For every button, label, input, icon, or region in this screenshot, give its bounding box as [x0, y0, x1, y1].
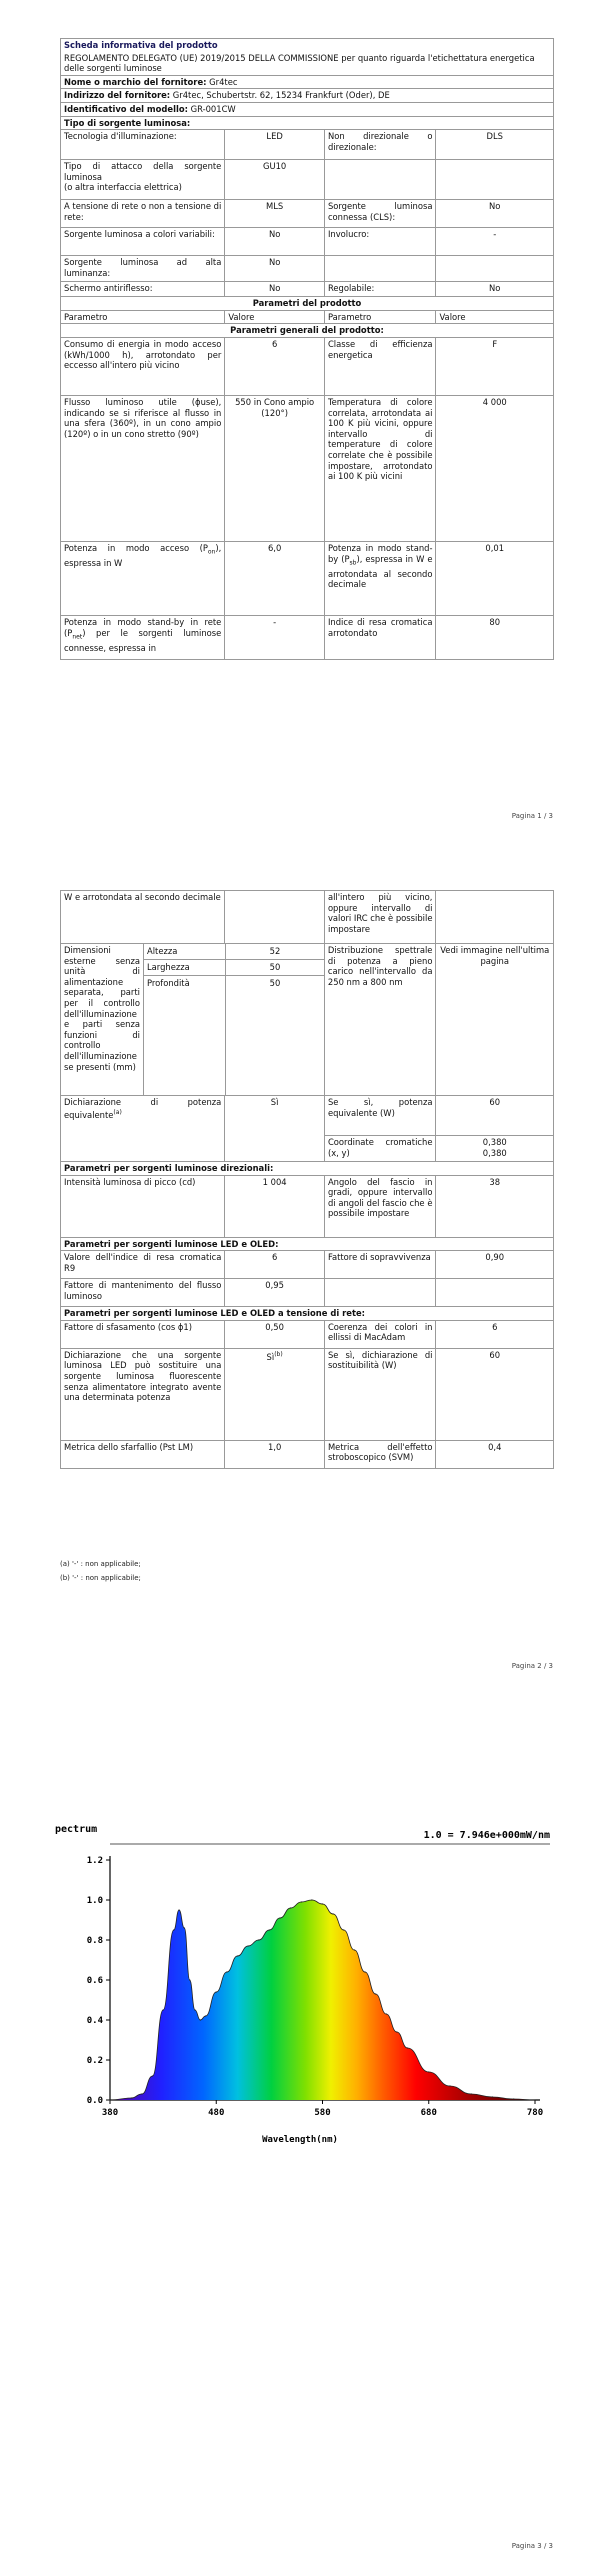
data-point — [226, 1971, 227, 1972]
data-point — [200, 2019, 201, 2020]
data-point — [194, 2009, 195, 2010]
data-point — [173, 1929, 174, 1930]
source-type-heading: Tipo di sorgente luminosa: — [64, 117, 191, 128]
page-number: Pagina 1 / 3 — [511, 812, 553, 820]
data-point — [248, 1945, 249, 1946]
data-point — [141, 2093, 142, 2094]
data-point — [311, 1899, 312, 1900]
page-3 — [0, 1680, 603, 2560]
data-point — [163, 2009, 164, 2010]
y-tick-label: 0.2 — [86, 2056, 103, 2066]
data-point — [513, 2098, 514, 2099]
data-point — [189, 1979, 190, 1980]
chart-title: pectrum — [55, 1824, 98, 1835]
data-point — [407, 2047, 408, 2048]
x-tick-label: 480 — [208, 2108, 225, 2118]
dim-depth: Profondità 50 — [144, 976, 324, 1095]
table-row: A tensione di rete o non a tensione di rete: MLS Sorgente luminosa connessa (CLS): No — [61, 199, 553, 227]
data-point — [109, 2099, 110, 2100]
x-tick-label: 380 — [101, 2108, 119, 2118]
data-point — [534, 2099, 535, 2100]
table-row: Sorgente luminosa ad alta luminanza: No — [61, 255, 553, 281]
table-row: Schermo antiriflesso: No Regolabile: No — [61, 281, 553, 296]
data-point — [279, 1917, 280, 1918]
table-row: Dichiarazione che una sorgente luminosa LED può sostituire una sorgente luminosa fluorescente senza alimentatore integrato avente una determinata potenza $Sì^{(b)}$ Se sì, dichiarazione di sostituibilità (W) 60 — [61, 1348, 553, 1440]
page-number: Pagina 2 / 3 — [511, 1662, 553, 1670]
table-header: Parametro Valore Parametro Valore — [61, 310, 553, 324]
table-row: Fattore di mantenimento del flusso luminoso 0,95 — [61, 1278, 553, 1306]
table-row: Potenza in modo acceso $(P_{on})$, espressa in W 6,0 Potenza in modo stand-by $(P_{sb})$, espressa in W e arrotondata al secondo decimale 0,01 — [61, 541, 553, 615]
y-tick-label: 0.4 — [86, 2016, 103, 2026]
spectrum-svg — [55, 1820, 555, 2150]
product-info-table — [60, 38, 554, 660]
footnote-b: (b) '-' : non applicabile; — [60, 1574, 141, 1582]
footnote-a: (a) '-' : non applicabile; — [60, 1560, 141, 1568]
params-heading: Parametri del prodotto — [252, 298, 362, 309]
table-row: Valore dell'indice di resa cromatica R9 6 Fattore di sopravvivenza 0,90 — [61, 1250, 553, 1278]
mains-heading: Parametri per sorgenti luminose LED e OLED a tensione di rete: — [64, 1308, 365, 1319]
table-row: Flusso luminoso utile (ϕuse), indicando se si riferisce al flusso in una sfera (360º), in un cono ampio (120º) o in un cono stretto (90º) 550 in Cono ampio (120°) Temperatura di colore correlata, arrotondata ai 100 K più vicini, oppure intervallo di temperature di colore correlate che è possibile impostare, arrotondato ai 100 K più vicini 4 000 — [61, 395, 553, 541]
table-row: Intensità luminosa di picco (cd) 1 004 Angolo del fascio in gradi, oppure intervallo di angoli del fascio che è possibile impostare 38 — [61, 1175, 553, 1237]
page-2 — [0, 820, 603, 1680]
dim-width: Larghezza 50 — [144, 960, 324, 976]
data-point — [237, 1955, 238, 1956]
table-row: Metrica dello sfarfallio (Pst LM) 1,0 Metrica dell'effetto stroboscopico (SVM) 0,4 — [61, 1440, 553, 1468]
data-point — [131, 2097, 132, 2098]
data-point — [333, 1913, 334, 1914]
data-point — [301, 1901, 302, 1902]
regulation-text: REGOLAMENTO DELEGATO (UE) 2019/2015 DELLA COMMISSIONE per quanto riguarda l'etichettatura energetica delle sorgenti luminose — [64, 52, 535, 74]
data-point — [152, 2075, 153, 2076]
data-point — [269, 1929, 270, 1930]
general-heading: Parametri generali del prodotto: — [230, 325, 384, 336]
data-point — [216, 1991, 217, 1992]
table-row: Tecnologia d'illuminazione: LED Non direzionale o direzionale: DLS — [61, 129, 553, 159]
table-row: Potenza in modo stand-by in rete $(P_{net})$ per le sorgenti luminose connesse, espressa in - Indice di resa cromatica arrotondato 80 — [61, 615, 553, 659]
data-point — [354, 1949, 355, 1950]
supplier-row: Nome o marchio del fornitore: Gr4tec — [64, 76, 238, 87]
data-point — [322, 1903, 323, 1904]
x-tick-label: 580 — [314, 2108, 331, 2118]
y-tick-label: 0.8 — [86, 1936, 103, 1946]
x-axis — [102, 2100, 543, 2118]
x-axis-label: Wavelength(nm) — [262, 2135, 338, 2145]
data-point — [178, 1909, 179, 1910]
page-title: Scheda informativa del prodotto — [64, 40, 218, 50]
model-row: Identificativo del modello: GR-001CW — [64, 103, 236, 114]
y-axis — [87, 1856, 110, 2106]
y-tick-label: 1.0 — [86, 1896, 103, 1906]
table-row: Dichiarazione di potenza equivalente$^{(a)}$ Sì Se sì, potenza equivalente (W) 60 — [61, 1095, 553, 1135]
led-heading: Parametri per sorgenti luminose LED e OLED: — [64, 1238, 279, 1249]
address-row: Indirizzo del fornitore: Gr4tec, Schubertstr. 62, 15234 Frankfurt (Oder), DE — [64, 90, 390, 101]
data-point — [375, 1993, 376, 1994]
data-point — [343, 1929, 344, 1930]
y-tick-label: 0.0 — [86, 2096, 103, 2106]
dim-height: Altezza 52 — [144, 944, 324, 960]
x-tick-label: 780 — [526, 2108, 544, 2118]
spectrum-chart — [55, 1820, 555, 2150]
data-point — [258, 1939, 259, 1940]
data-point — [471, 2093, 472, 2094]
data-point — [205, 2015, 206, 2016]
page-1 — [0, 0, 603, 820]
data-point — [184, 1927, 185, 1928]
table-row: Consumo di energia in modo acceso (kWh/1000 h), arrotondato per eccesso all'intero più vicino 6 Classe di efficienza energetica F — [61, 337, 553, 395]
table-row: Coordinate cromatiche (x, y) 0,380 0,380 — [61, 1135, 553, 1161]
table-row: Tipo di attacco della sorgente luminosa (o altra interfaccia elettrica) GU10 — [61, 159, 553, 199]
data-point — [428, 2071, 429, 2072]
product-info-table-continued — [60, 890, 554, 1469]
directional-heading: Parametri per sorgenti luminose direzionali: — [64, 1163, 274, 1173]
y-tick-label: 1.2 — [86, 1856, 103, 1866]
data-point — [449, 2085, 450, 2086]
table-row: W e arrotondata al secondo decimale all'intero più vicino, oppure intervallo di valori IRC che è possibile impostare — [61, 891, 553, 943]
y-tick-label: 0.6 — [86, 1976, 103, 1986]
data-point — [386, 2013, 387, 2014]
data-point — [364, 1971, 365, 1972]
table-row: Fattore di sfasamento (cos ϕ1) 0,50 Coerenza dei colori in ellissi di MacAdam 6 — [61, 1320, 553, 1348]
x-tick-label: 680 — [420, 2108, 437, 2118]
chart-scale-label: 1.0 = 7.946e+000mW/nm — [423, 1830, 550, 1841]
data-point — [290, 1907, 291, 1908]
data-point — [492, 2096, 493, 2097]
page-number: Pagina 3 / 3 — [511, 2542, 553, 2550]
dimensions-row: Dimensioni esterne senza unità di alimentazione separata, parti per il controllo dell'illuminazione e parti senza funzioni di controllo dell'illuminazione se presenti (mm) Altezza 52 Larghezza 50 Profondità 50 Distribuzione spettrale di potenza a pieno carico nell'intervallo da 250 nm a 800 nm Vedi immagine nell'ultima pagina — [61, 943, 553, 1095]
data-point — [396, 2031, 397, 2032]
table-row: Sorgente luminosa a colori variabili: No Involucro: - — [61, 227, 553, 255]
